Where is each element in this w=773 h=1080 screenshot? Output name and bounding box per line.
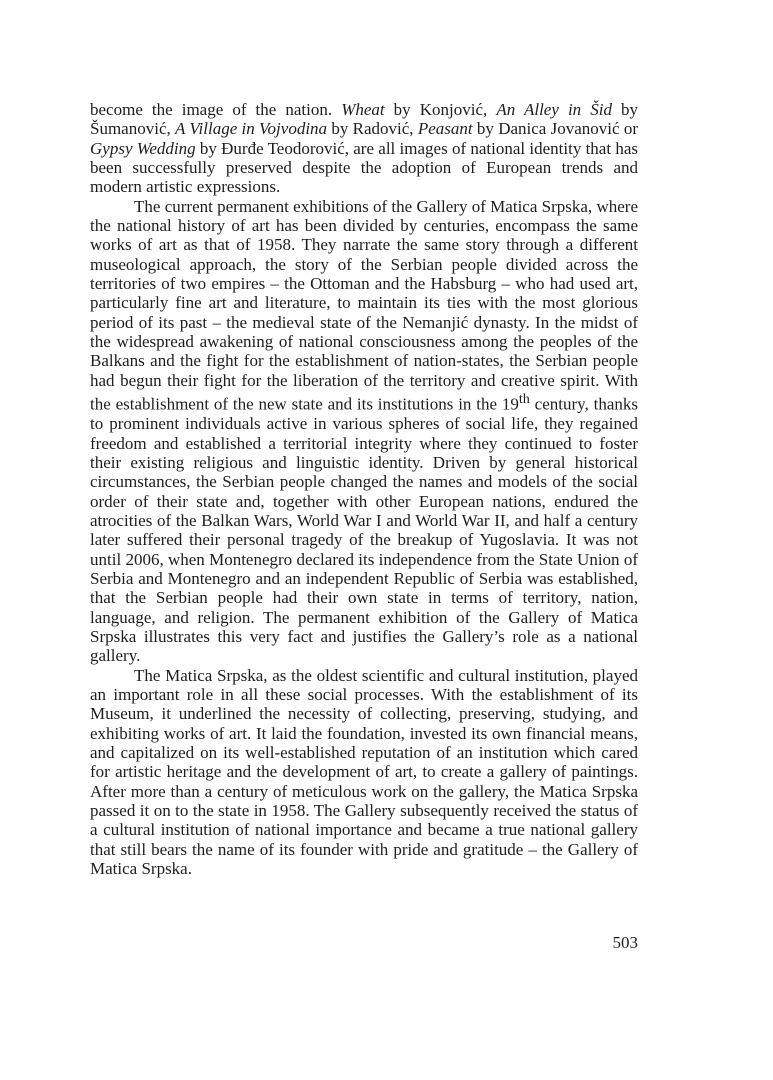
artwork-title-gypsy-wedding: Gypsy Wedding — [90, 138, 196, 158]
text-run: by Radović, — [327, 119, 418, 139]
superscript-ordinal: th — [518, 391, 530, 408]
text-run: by Danica Jovanović or — [472, 119, 638, 139]
paragraph-2 — [90, 197, 638, 666]
page-number: 503 — [612, 933, 638, 952]
page-body — [90, 100, 638, 878]
paragraph-3 — [90, 666, 638, 879]
artwork-title-alley: An Alley in Šid — [496, 100, 612, 119]
text-run: become the image of the nation. — [90, 100, 342, 119]
paragraph-1 — [90, 100, 638, 197]
artwork-title-peasant: Peasant — [417, 119, 473, 139]
text-run: century, thanks to prominent individuals active in various spheres of social life, they regained freedom and established a territorial integrity where they continued to foster their existing religious and linguistic identity. Driven by general historical circumstances, the Serbian people changed the names and models of the social order of their state and, together with other European nations, endured the atrocities of the Balkan Wars, World War I and World War II, and half a century later suffered their personal tragedy of the breakup of Yugoslavia. It was not until 2006, when Montenegro declared its independence from the State Union of Serbia and Montenegro and an independent Republic of Serbia was established, that the Serbian people had their own state in terms of territory, nation, language, and religion. The permanent exhibition of the Gallery of Matica Srpska illustrates this very fact and justifies the Gallery’s role as a national gallery. — [90, 394, 639, 666]
text-run: by Konjović, — [384, 100, 497, 119]
artwork-title-village: A Village in Vojvodina — [175, 119, 328, 139]
text-run: by Đurđe Teodorović, are all images of national identity that has been successfully preserved despite the adoption of European trends and modern artistic expressions. — [90, 138, 638, 197]
artwork-title-wheat: Wheat — [341, 100, 385, 119]
text-run: The Matica Srpska, as the oldest scientific and cultural institution, played an important role in all these social processes. With the establishment of its Museum, it underlined the necessity of collecting, preserving, studying, and exhibiting works of art. It laid the foundation, invested its own financial means, and capitalized on its well-established reputation of an institution which cared for artistic heritage and the development of art, to create a gallery of paintings. After more than a century of meticulous work on the gallery, the Matica Srpska passed it on to the state in 1958. The Gallery subsequently received the status of a cultural institution of national importance and became a true national gallery that still bears the name of its founder with pride and gratitude – the Gallery of Matica Srpska. — [90, 665, 638, 879]
text-run: by Šumanović, — [90, 100, 639, 139]
text-run: The current permanent exhibitions of the Gallery of Matica Srpska, where the national history of art has been divided by centuries, encompass the same works of art as that of 1958. They narrate the same story through a different museological approach, the story of the Serbian people divided across the territories of two empires – the Ottoman and the Habsburg – who had used art, particularly fine art and literature, to maintain its ties with the most glorious period of its past – the medieval state of the Nemanjić dynasty. In the midst of the widespread awakening of national consciousness among the peoples of the Balkans and the fight for the establishment of nation-states, the Serbian people had begun their fight for the liberation of the territory and creative spirit. With the establishment of the new state and its institutions in the 19 — [90, 196, 638, 414]
